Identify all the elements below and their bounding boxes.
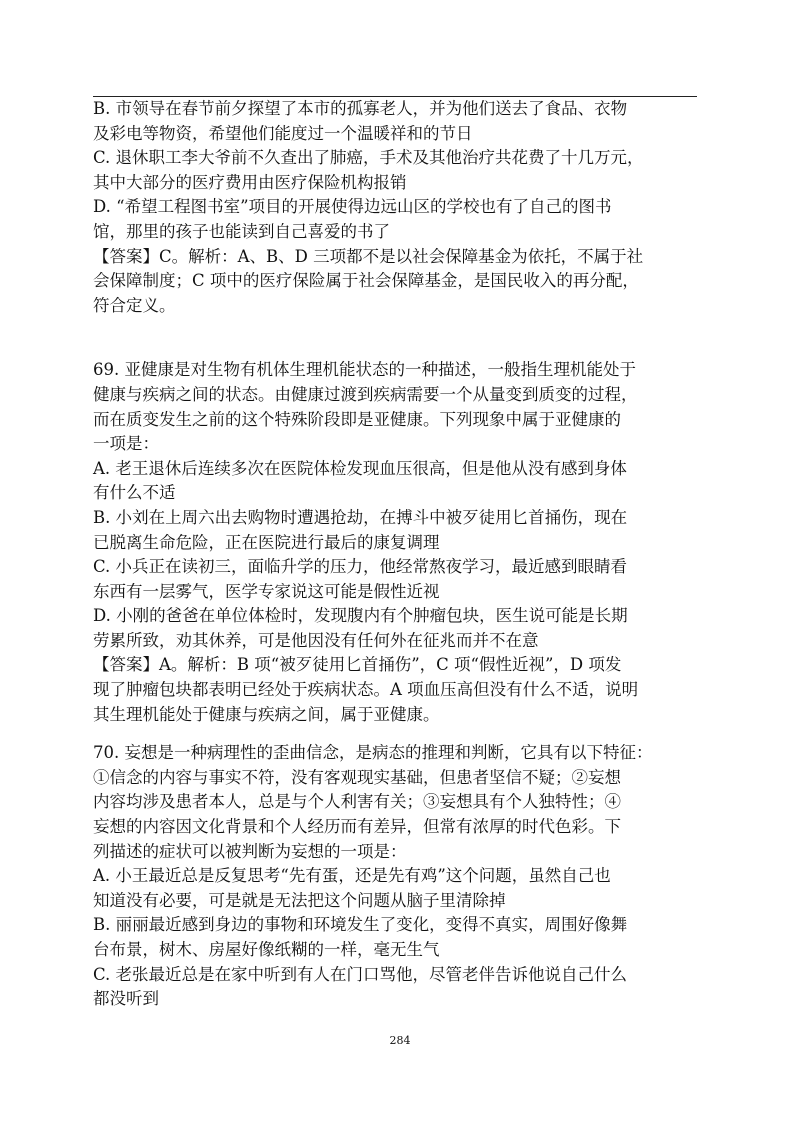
text-line: C. 退休职工李大爷前不久查出了肺癌，手术及其他治疗共花费了十几万元，	[93, 148, 644, 168]
text-line: 其生理机能处于健康与疾病之间，属于亚健康。	[93, 704, 440, 724]
text-line: 馆，那里的孩子也能读到自己喜爱的书了	[93, 221, 390, 241]
text-line: 内容均涉及患者本人，总是与个人利害有关；③妄想具有个人独特性；④	[93, 792, 621, 812]
text-line: 【答案】A。解析：B 项“被歹徒用匕首捅伤”，C 项“假性近视”，D 项发	[93, 655, 622, 675]
q69-option-b	[93, 506, 699, 555]
text-line: A. 老王退休后连续多次在医院体检发现血压很高，但是他从没有感到身体	[93, 458, 627, 478]
q69-stem	[93, 358, 699, 456]
text-line: 劳累所致，劝其休养，可是他因没有任何外在征兆而并不在意	[93, 630, 539, 650]
text-line: 一项是：	[93, 434, 159, 454]
text-line: C. 老张最近总是在家中听到有人在门口骂他，尽管老伴告诉他说自己什么	[93, 964, 628, 984]
text-line: 【答案】C。解析：A、B、D 三项都不是以社会保障基金为依托，不属于社	[93, 246, 644, 266]
q70-option-c	[93, 963, 699, 1012]
q69-option-c	[93, 555, 699, 604]
q70-option-b	[93, 913, 699, 962]
text-line: 列描述的症状可以被判断为妄想的一项是：	[93, 841, 407, 861]
text-line: 符合定义。	[93, 295, 176, 315]
text-line: 东西有一层雾气，医学专家说这可能是假性近视	[93, 581, 440, 601]
text-line: 会保障制度；C 项中的医疗保险属于社会保障基金，是国民收入的再分配，	[93, 271, 639, 291]
text-line: 妄想的内容因文化背景和个人经历而有差异，但常有浓厚的时代色彩。下	[93, 817, 621, 837]
text-line: D. 小刚的爸爸在单位体检时，发现腹内有个肿瘤包块，医生说可能是长期	[93, 606, 628, 626]
text-line: A. 小王最近总是反复思考“先有蛋，还是先有鸡”这个问题，虽然自己也	[93, 866, 611, 886]
text-line: 及彩电等物资，希望他们能度过一个温暖祥和的节日	[93, 123, 473, 143]
text-line: 台布景，树木、房屋好像纸糊的一样，毫无生气	[93, 940, 440, 959]
text-line: B. 市领导在春节前夕探望了本市的孤寡老人，并为他们送去了食品、衣物	[93, 99, 628, 118]
q69-answer	[93, 653, 699, 727]
text-line: 都没听到	[93, 989, 159, 1009]
text-line: B. 丽丽最近感到身边的事物和环境发生了变化，变得不真实，周围好像舞	[93, 915, 628, 935]
q68-option-c	[93, 146, 699, 195]
page-content	[93, 97, 699, 1012]
text-line: 其中大部分的医疗费用由医疗保险机构报销	[93, 172, 407, 192]
text-line: 69. 亚健康是对生物有机体生理机能状态的一种描述，一般指生理机能处于	[93, 360, 636, 380]
text-line: 现了肿瘤包块都表明已经处于疾病状态。A 项血压高但没有什么不适，说明	[93, 680, 639, 700]
q68-option-d	[93, 195, 699, 244]
text-line: 而在质变发生之前的这个特殊阶段即是亚健康。下列现象中属于亚健康的	[93, 409, 621, 429]
text-line: 已脱离生命危险，正在医院进行最后的康复调理	[93, 532, 440, 552]
text-line: 有什么不适	[93, 483, 176, 503]
text-line: 知道没有必要，可是就是无法把这个问题从脑子里清除掉	[93, 890, 506, 910]
q68-answer	[93, 245, 699, 319]
q68-option-b	[93, 97, 699, 146]
text-line: 健康与疾病之间的状态。由健康过渡到疾病需要一个从量变到质变的过程，	[93, 384, 638, 404]
q70-option-a	[93, 864, 699, 913]
q69-option-d	[93, 604, 699, 653]
text-line: 70. 妄想是一种病理性的歪曲信念，是病态的推理和判断，它具有以下特征：	[93, 743, 653, 763]
text-line: ①信念的内容与事实不符，没有客观现实基础，但患者坚信不疑；②妄想	[93, 767, 621, 787]
page-number: 284	[389, 1034, 411, 1047]
text-line: C. 小兵正在读初三，面临升学的压力，他经常熬夜学习，最近感到眼睛看	[93, 557, 628, 577]
text-line: D. “希望工程图书室”项目的开展使得边远山区的学校也有了自己的图书	[93, 197, 612, 217]
q69-option-a	[93, 457, 699, 506]
q70-stem	[93, 741, 699, 864]
text-line: B. 小刘在上周六出去购物时遭遇抢劫，在搏斗中被歹徒用匕首捅伤，现在	[93, 507, 628, 527]
